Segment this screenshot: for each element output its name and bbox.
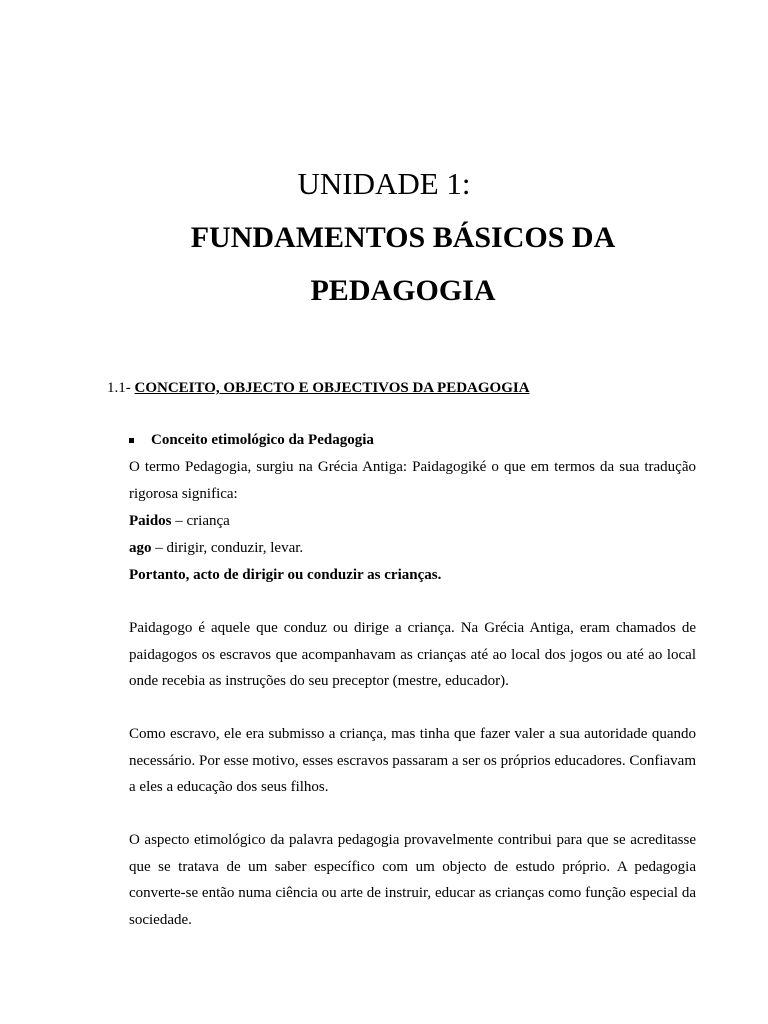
bullet-item <box>129 430 374 450</box>
paragraph-paidagogo: Paidagogo é aquele que conduz ou dirige a criança. Na Grécia Antiga, eram chamados de paidagogos os escravos que acompanhavam as crianças até ao local dos jogos ou até ao local onde recebia as instruções do seu preceptor (mestre, educador). <box>129 620 696 689</box>
bullet-label: Conceito etimológico da Pedagogia <box>151 432 374 448</box>
section-heading <box>107 378 530 398</box>
conclusion-line: Portanto, acto de dirigir ou conduzir as crianças. <box>129 567 442 583</box>
document-title-line1: FUNDAMENTOS BÁSICOS DA <box>190 221 616 254</box>
term-ago: ago <box>129 540 152 556</box>
section-title: CONCEITO, OBJECTO E OBJECTIVOS DA PEDAGOGIA <box>134 380 530 396</box>
paragraph-aspecto: O aspecto etimológico da palavra pedagogia provavelmente contribui para que se acreditasse que se tratava de um saber específico com um objecto de estudo próprio. A pedagogia converte-se então numa ciência ou arte de instruir, educar as crianças como função especial da sociedade. <box>129 832 696 928</box>
definition-paidos-text: – criança <box>171 513 230 529</box>
term-paidos: Paidos <box>129 513 172 529</box>
document-title-line2: PEDAGOGIA <box>310 274 496 307</box>
intro-paragraph: O termo Pedagogia, surgiu na Grécia Antiga: Paidagogiké o que em termos da sua tradução rigorosa significa: <box>129 459 696 502</box>
unit-title: UNIDADE 1: <box>297 166 471 201</box>
section-number: 1.1- <box>107 380 131 396</box>
square-bullet-icon <box>129 438 134 443</box>
definition-ago <box>129 538 303 558</box>
definition-ago-text: – dirigir, conduzir, levar. <box>151 540 304 556</box>
paragraph-escravo: Como escravo, ele era submisso a criança, mas tinha que fazer valer a sua autoridade quando necessário. Por esse motivo, esses escravos passaram a ser os próprios educadores. Confiavam a eles a educação dos seus filhos. <box>129 726 696 795</box>
definition-paidos <box>129 511 230 531</box>
